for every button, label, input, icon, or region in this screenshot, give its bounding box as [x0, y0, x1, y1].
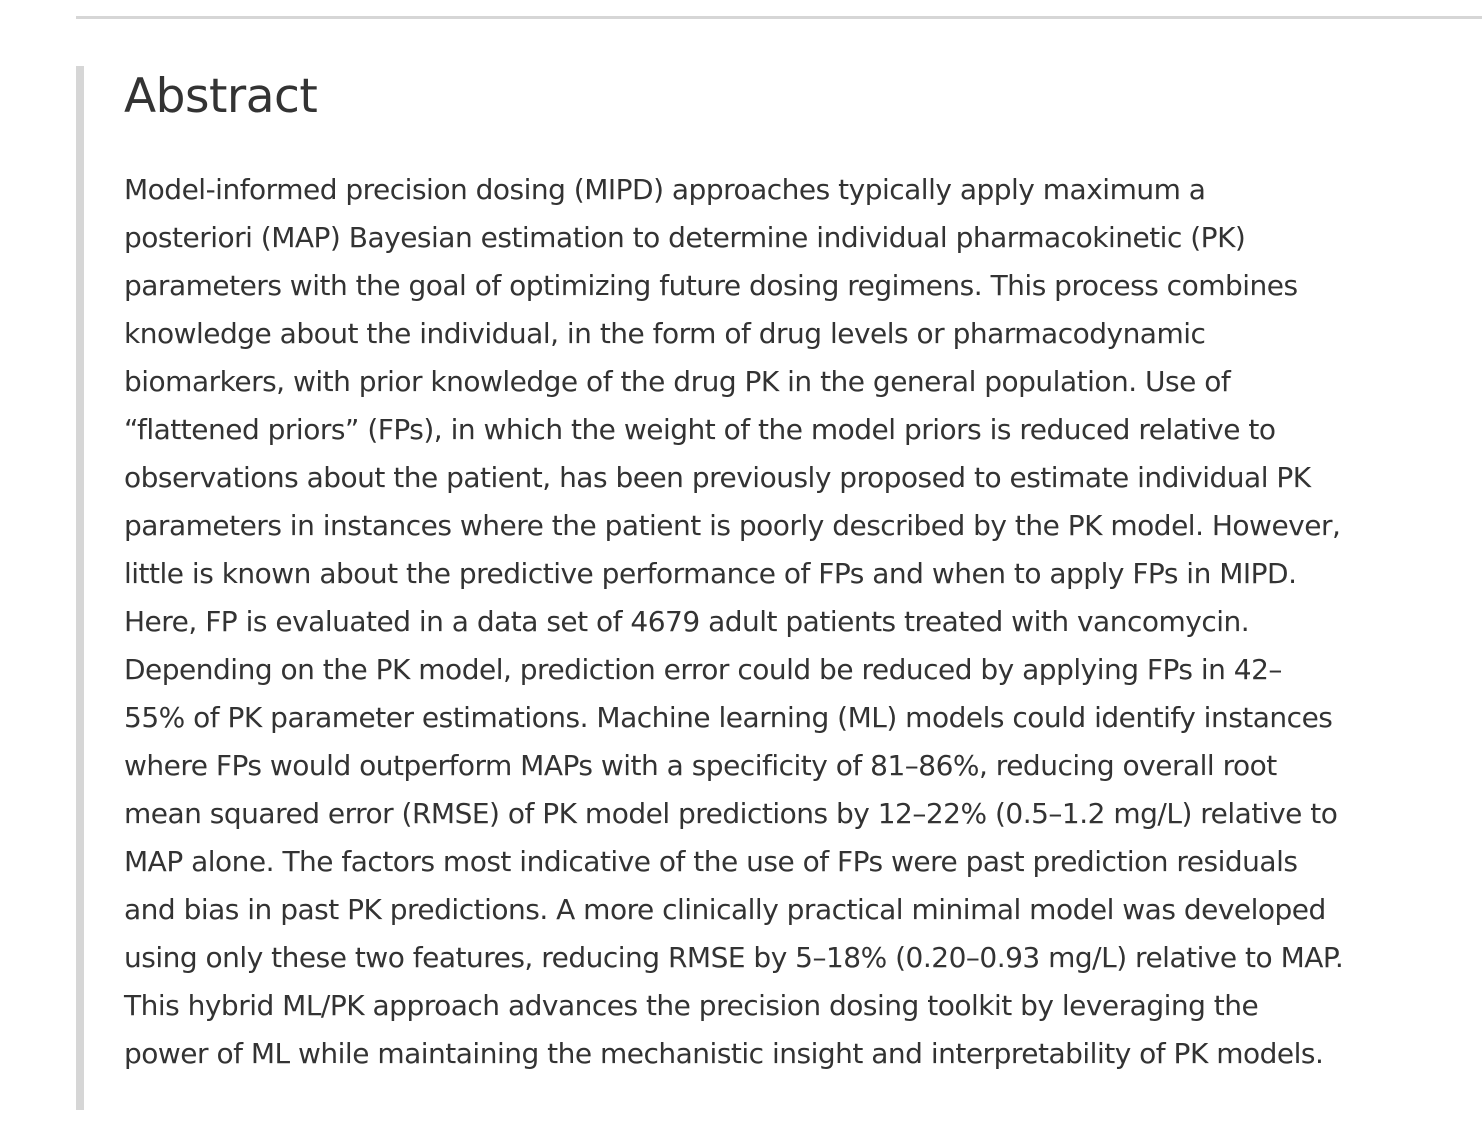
- abstract-line: parameters with the goal of optimizing future dosing regimens. This process combines: [124, 269, 1298, 302]
- abstract-heading: Abstract: [124, 69, 318, 124]
- abstract-line: mean squared error (RMSE) of PK model predictions by 12–22% (0.5–1.2 mg/L) relative to: [124, 797, 1338, 830]
- abstract-line: using only these two features, reducing RMSE by 5–18% (0.20–0.93 mg/L) relative to MAP.: [124, 941, 1344, 974]
- abstract-line: Depending on the PK model, prediction error could be reduced by applying FPs in 42–: [124, 653, 1282, 686]
- abstract-line: and bias in past PK predictions. A more clinically practical minimal model was developed: [124, 893, 1326, 926]
- abstract-line: MAP alone. The factors most indicative of the use of FPs were past prediction residuals: [124, 845, 1298, 878]
- abstract-line: Model-informed precision dosing (MIPD) approaches typically apply maximum a: [124, 173, 1206, 206]
- abstract-line: biomarkers, with prior knowledge of the drug PK in the general population. Use of: [124, 365, 1231, 398]
- abstract-line: knowledge about the individual, in the form of drug levels or pharmacodynamic: [124, 317, 1206, 350]
- abstract-line: power of ML while maintaining the mechanistic insight and interpretability of PK models.: [124, 1037, 1324, 1070]
- abstract-line: little is known about the predictive performance of FPs and when to apply FPs in MIPD.: [124, 557, 1297, 590]
- section-divider: [76, 16, 1482, 19]
- abstract-line: Here, FP is evaluated in a data set of 4679 adult patients treated with vancomycin.: [124, 605, 1250, 638]
- abstract-line: where FPs would outperform MAPs with a specificity of 81–86%, reducing overall root: [124, 749, 1277, 782]
- abstract-line: parameters in instances where the patient is poorly described by the PK model. However,: [124, 509, 1341, 542]
- abstract-body: [124, 166, 1464, 1078]
- abstract-line: This hybrid ML/PK approach advances the precision dosing toolkit by leveraging the: [124, 989, 1259, 1022]
- abstract-line: “flattened priors” (FPs), in which the weight of the model priors is reduced relative to: [124, 413, 1276, 446]
- abstract-line: observations about the patient, has been previously proposed to estimate individual PK: [124, 461, 1311, 494]
- abstract-line: 55% of PK parameter estimations. Machine learning (ML) models could identify instances: [124, 701, 1333, 734]
- abstract-section: [76, 66, 1458, 1110]
- abstract-line: posteriori (MAP) Bayesian estimation to determine individual pharmacokinetic (PK): [124, 221, 1246, 254]
